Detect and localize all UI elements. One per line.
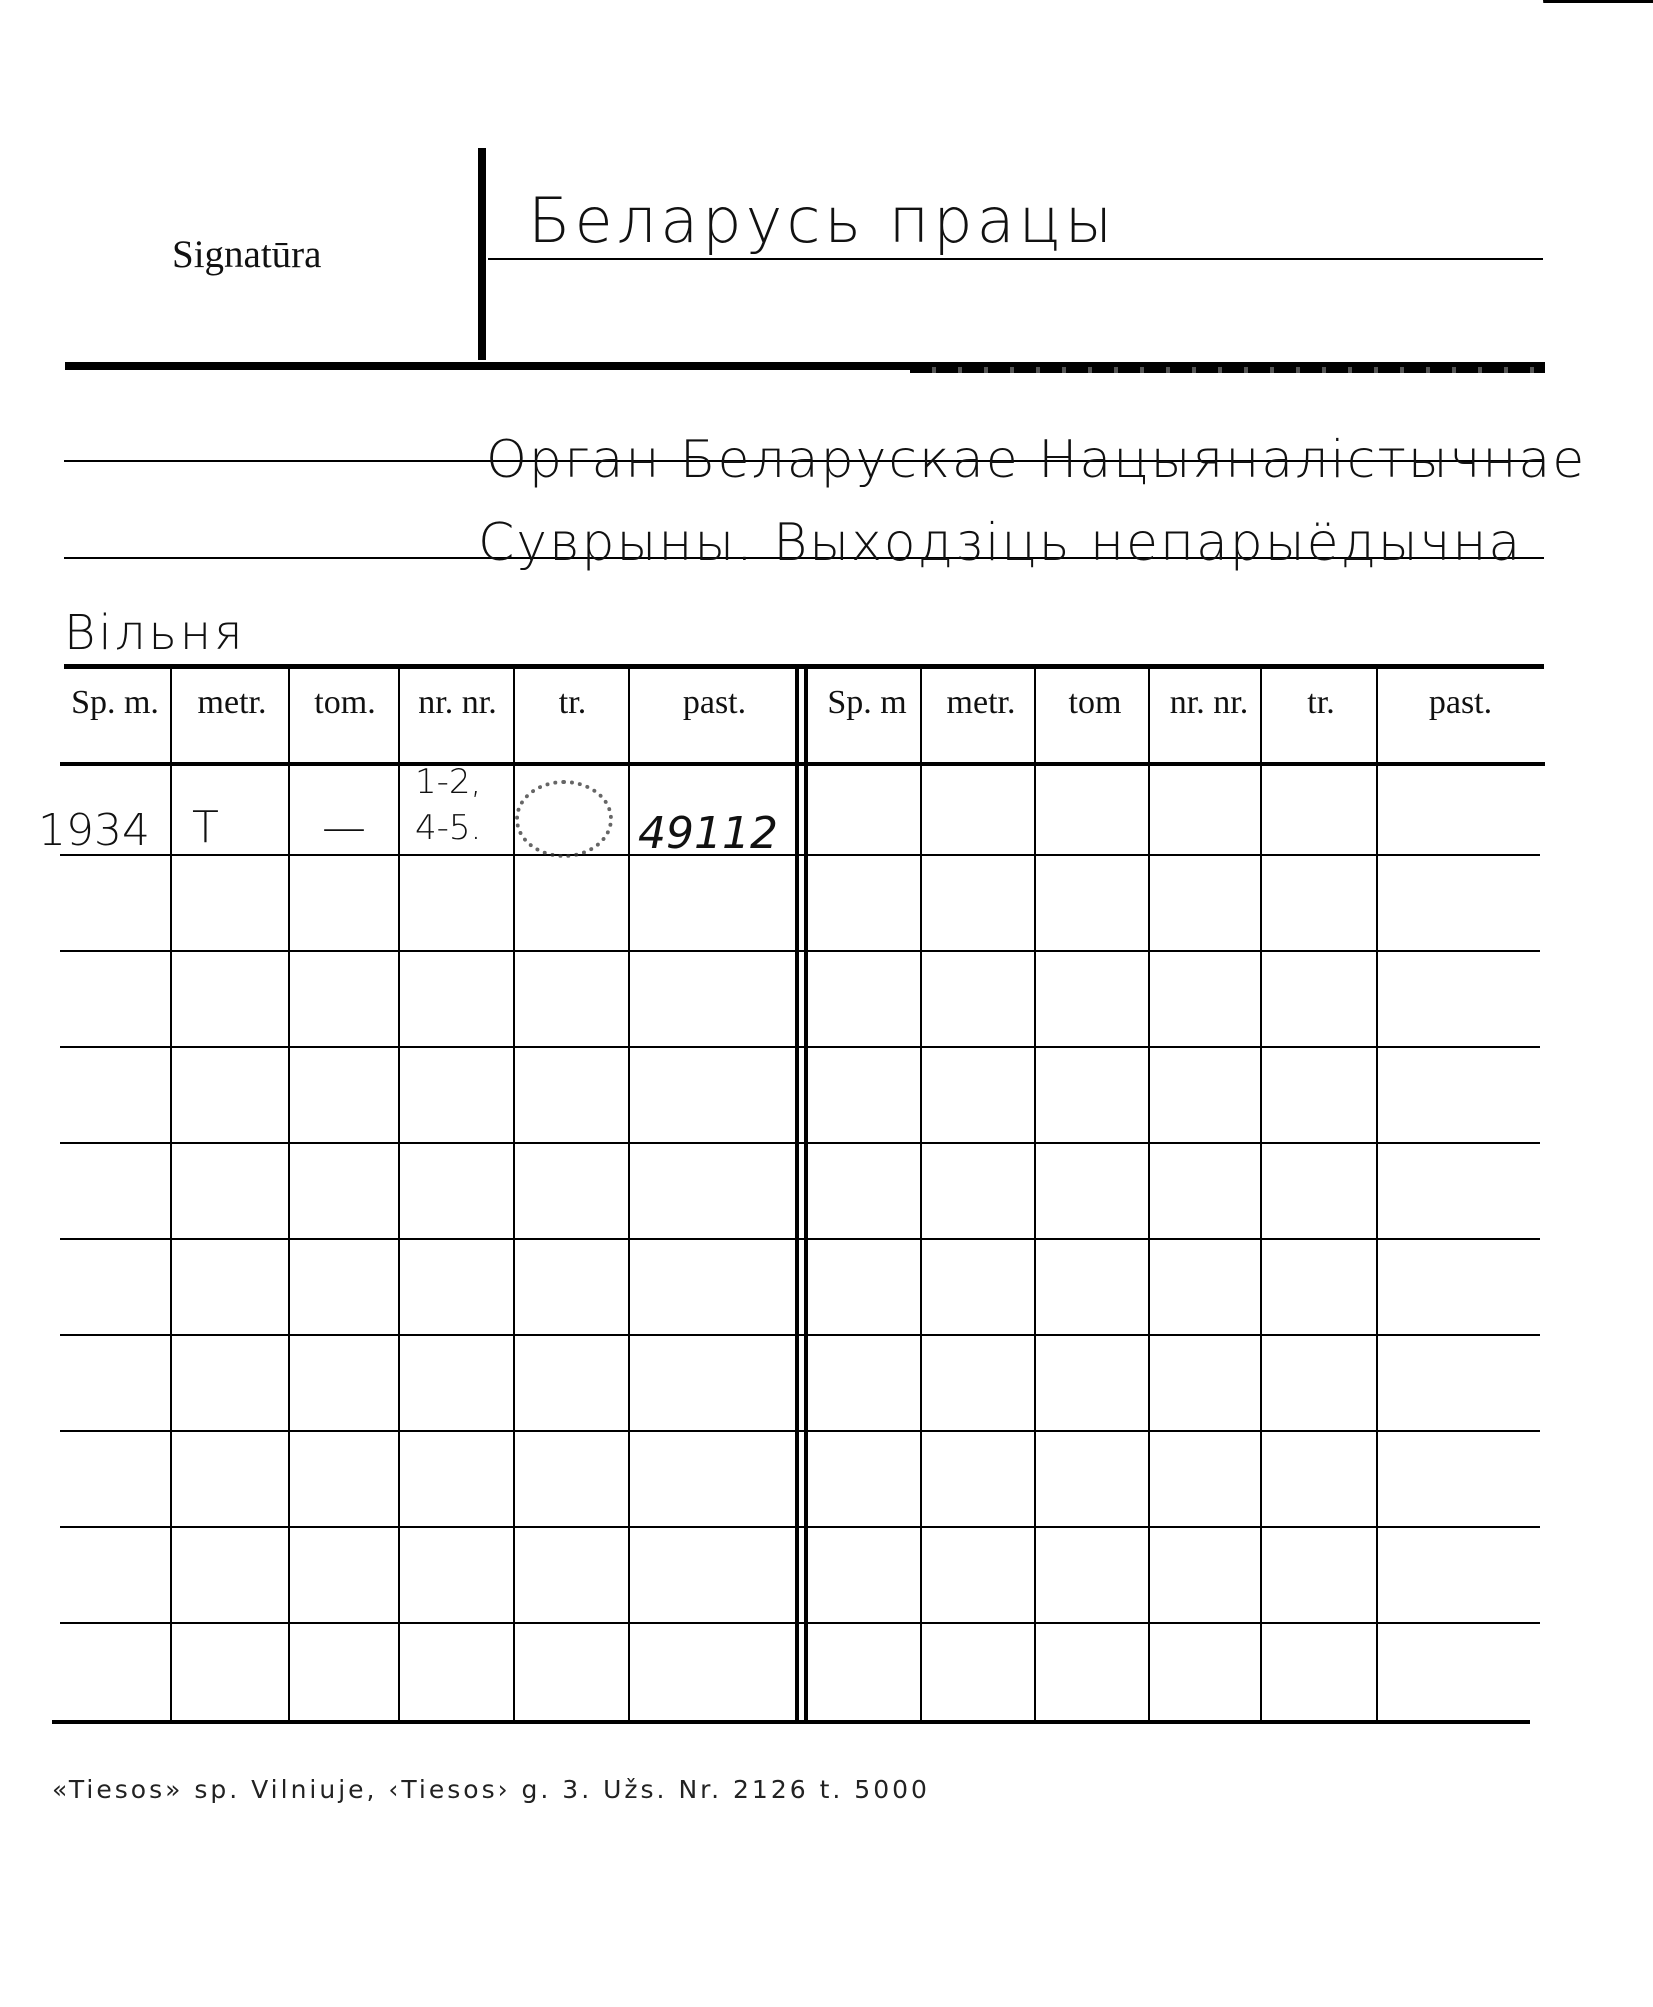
table-bottom-rule bbox=[52, 1720, 1530, 1724]
row-line bbox=[60, 1238, 1540, 1240]
handwritten-place: Вільня bbox=[64, 605, 246, 661]
row-line bbox=[60, 1430, 1540, 1432]
col-line bbox=[628, 668, 630, 1720]
row-line bbox=[60, 854, 1540, 856]
ink-stamp bbox=[515, 780, 613, 858]
center-double-line bbox=[804, 668, 808, 1720]
col-header-tr-2: tr. bbox=[1307, 684, 1335, 721]
entry-metr: T bbox=[192, 802, 219, 853]
entry-nr-line-2: 4-5. bbox=[415, 808, 482, 848]
row-line bbox=[60, 1526, 1540, 1528]
col-line bbox=[398, 668, 400, 1720]
entry-tom: — bbox=[322, 802, 366, 853]
col-header-tom: tom. bbox=[314, 684, 376, 721]
col-header-metr: metr. bbox=[197, 684, 267, 721]
row-line bbox=[60, 950, 1540, 952]
title-underline bbox=[488, 258, 1543, 260]
col-line bbox=[1034, 668, 1036, 1720]
col-line bbox=[1376, 668, 1378, 1720]
entry-year: 1934 bbox=[38, 805, 150, 856]
col-line bbox=[920, 668, 922, 1720]
header-rule-worn bbox=[910, 367, 1545, 373]
signature-label: Signatūra bbox=[172, 233, 322, 276]
row-line bbox=[60, 1142, 1540, 1144]
col-header-nr-nr: nr. nr. bbox=[418, 684, 497, 721]
col-header-nr-nr-2: nr. nr. bbox=[1169, 684, 1249, 721]
col-header-past: past. bbox=[682, 684, 747, 721]
col-line bbox=[513, 668, 515, 1720]
handwritten-title: Беларусь працы bbox=[528, 184, 1117, 257]
entry-past: 49112 bbox=[638, 808, 778, 859]
col-header-past-2: past. bbox=[1428, 684, 1493, 721]
handwritten-description-line-2: Суврыны. Выходзіць непарыёдычна bbox=[478, 513, 1523, 573]
col-header-sp-m-2: Sp. m bbox=[827, 684, 907, 721]
col-line bbox=[170, 668, 172, 1720]
col-header-tom-2: tom bbox=[1068, 684, 1122, 721]
table-header-rule bbox=[60, 762, 1545, 766]
signature-divider bbox=[478, 148, 486, 360]
entry-nr-line-1: 1-2, bbox=[415, 762, 482, 802]
col-line bbox=[1148, 668, 1150, 1720]
printer-imprint: «Tiesos» sp. Vilniuje, ‹Tiesos› g. 3. Užs. Nr. 2126 t. 5000 bbox=[52, 1775, 930, 1804]
row-line bbox=[60, 1622, 1540, 1624]
row-line bbox=[60, 1334, 1540, 1336]
col-header-metr-2: metr. bbox=[946, 684, 1016, 721]
col-header-sp-m: Sp. m. bbox=[71, 684, 159, 721]
col-line bbox=[288, 668, 290, 1720]
center-double-line bbox=[795, 668, 799, 1720]
card-corner-mark bbox=[1543, 0, 1653, 17]
col-header-tr: tr. bbox=[558, 684, 587, 721]
row-line bbox=[60, 1046, 1540, 1048]
handwritten-description-line-1: Орган Беларускае Нацыяналістычнае bbox=[486, 430, 1587, 490]
col-line bbox=[1260, 668, 1262, 1720]
